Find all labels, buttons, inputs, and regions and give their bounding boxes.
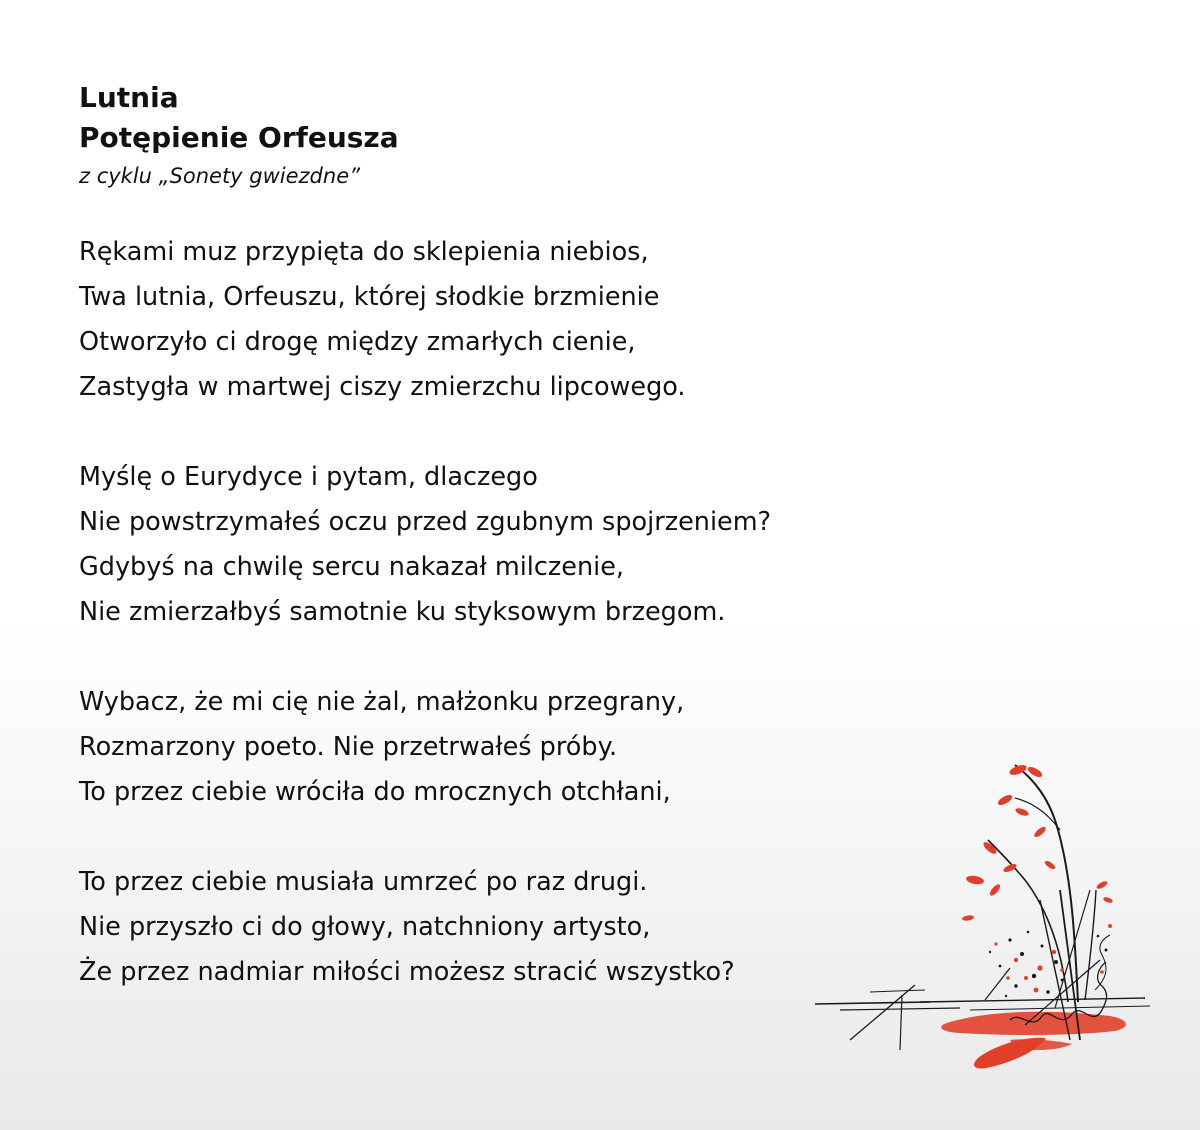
poem-line: Rozmarzony poeto. Nie przetrwałeś próby.	[79, 732, 618, 762]
poem-line: Rękami muz przypięta do sklepienia niebios,	[79, 237, 649, 267]
poem-line: Twa lutnia, Orfeuszu, której słodkie brzmienie	[79, 282, 660, 312]
stanza-2	[79, 455, 979, 635]
poem-line: To przez ciebie wróciła do mrocznych otchłani,	[79, 777, 671, 807]
poem-subtitle-title: Potępienie Orfeusza	[79, 121, 399, 154]
poem-line: Nie zmierzałbyś samotnie ku styksowym brzegom.	[79, 597, 726, 627]
poem-line: Otworzyło ci drogę między zmarłych cienie,	[79, 327, 636, 357]
poem-line: Gdybyś na chwilę sercu nakazał milczenie,	[79, 552, 625, 582]
poem-line: Wybacz, że mi cię nie żal, małżonku przegrany,	[79, 687, 685, 717]
poem-line: Zastygła w martwej ciszy zmierzchu lipcowego.	[79, 372, 686, 402]
poem-line: Że przez nadmiar miłości możesz stracić wszystko?	[79, 957, 735, 987]
poem-line: Nie powstrzymałeś oczu przed zgubnym spojrzeniem?	[79, 507, 772, 537]
poem-title: Lutnia	[79, 81, 179, 114]
poem-line: Nie przyszło ci do głowy, natchniony artysto,	[79, 912, 651, 942]
stanza-1	[79, 230, 979, 410]
ink-branch-illustration-icon	[810, 740, 1170, 1100]
poem-cycle-note: z cyklu „Sonety gwiezdne”	[79, 164, 360, 188]
poem-line: Myślę o Eurydyce i pytam, dlaczego	[79, 462, 538, 492]
poem-line: To przez ciebie musiała umrzeć po raz drugi.	[79, 867, 648, 897]
